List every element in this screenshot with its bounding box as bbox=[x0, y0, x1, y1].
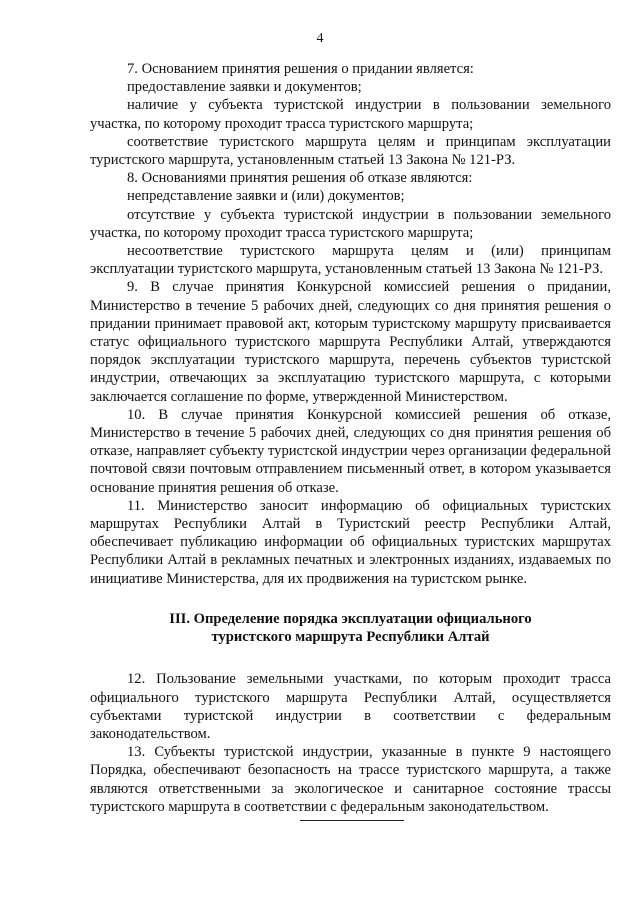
end-divider-line bbox=[300, 820, 404, 821]
paragraph: 13. Субъекты туристской индустрии, указанные в пункте 9 настоящего Порядка, обеспечивают безопасность на трассе туристского маршрута, а также являются ответственными за экологическое и санитарное состояние трассы туристского маршрута в соответствии с федеральным законодательством. bbox=[90, 744, 611, 815]
paragraph: предоставление заявки и документов; bbox=[127, 79, 362, 96]
page-number: 4 bbox=[316, 31, 324, 46]
section-title-line-2: туристского маршрута Республики Алтай bbox=[211, 629, 490, 646]
spacer bbox=[90, 588, 611, 610]
paragraph: 11. Министерство заносит информацию об официальных туристских маршрутах Республики Алтай в Туристский реестр Республики Алтай, обеспечивает публикацию информации об официальных туристских маршрутах Республики Алтай в рекламных печатных и электронных изданиях, издаваемых по инициативе Министерства, для их продвижения на туристском рынке. bbox=[90, 497, 611, 587]
paragraph: непредставление заявки и (или) документов; bbox=[127, 188, 405, 205]
paragraph: 8. Основаниями принятия решения об отказе являются: bbox=[127, 170, 473, 187]
document-body bbox=[90, 60, 611, 816]
paragraph: соответствие туристского маршрута целям и принципам эксплуатации туристского маршрута, установленным статьей 13 Закона № 121-РЗ. bbox=[90, 133, 611, 169]
paragraph: несоответствие туристского маршрута целям и (или) принципам эксплуатации туристского маршрута, установленным статьей 13 Закона № 121-РЗ. bbox=[90, 243, 611, 278]
paragraph: 12. Пользование земельными участками, по которым проходит трасса официального туристского маршрута Республики Алтай, осуществляется субъектами туристской индустрии в соответствии с федеральным законодательством. bbox=[90, 671, 611, 742]
spacer bbox=[90, 646, 611, 670]
section-title-line-1: III. Определение порядка эксплуатации официального bbox=[169, 610, 532, 627]
paragraph: 9. В случае принятия Конкурсной комиссией решения о придании, Министерство в течение 5 рабочих дней, следующих со дня принятия решения о придании принимает правовой акт, которым туристскому маршруту присваивается статус официального туристского маршрута Республики Алтай, утверждаются порядок эксплуатации туристского маршрута, перечень субъектов туристской индустрии, отвечающих за эксплуатацию туристского маршрута, с которыми заключается соглашение по форме, утвержденной Министерством. bbox=[90, 279, 611, 405]
paragraph: 7. Основанием принятия решения о придании является: bbox=[127, 61, 474, 77]
paragraph: 10. В случае принятия Конкурсной комиссией решения об отказе, Министерство в течение 5 рабочих дней, следующих со дня принятия решения об отказе, направляет субъекту туристской индустрии через организации федеральной почтовой связи почтовым отправлением письменный ответ, в котором указывается основание принятия решения об отказе. bbox=[90, 406, 611, 496]
paragraph: наличие у субъекта туристской индустрии в пользовании земельного участка, по которому проходит трасса туристского маршрута; bbox=[90, 97, 611, 132]
paragraph: отсутствие у субъекта туристской индустрии в пользовании земельного участка, по которому проходит трасса туристского маршрута; bbox=[90, 206, 611, 241]
